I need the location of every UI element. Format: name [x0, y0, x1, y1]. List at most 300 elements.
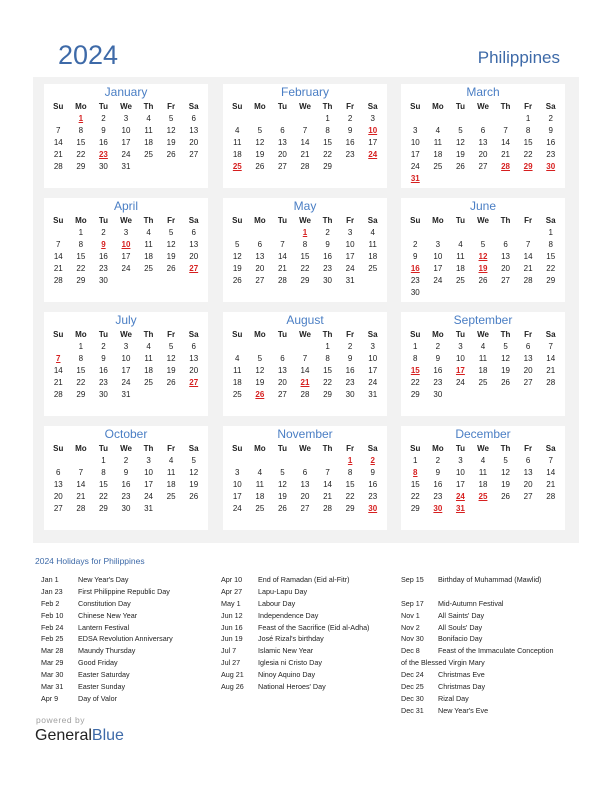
day-cell: 14 — [277, 252, 287, 261]
weekday-label: Th — [143, 330, 154, 339]
holiday-item — [41, 657, 173, 669]
day-cell: 22 — [410, 378, 420, 387]
weekday-label: Tu — [455, 216, 466, 225]
holiday-item — [401, 705, 553, 717]
day-cell: 15 — [76, 138, 86, 147]
day-cell: 14 — [501, 138, 511, 147]
day-cell: 4 — [168, 456, 174, 465]
day-cell: 1 — [78, 228, 84, 237]
day-cell: 30 — [98, 276, 108, 285]
day-cell: 14 — [546, 354, 556, 363]
day-cell: 22 — [76, 150, 86, 159]
day-cell: 18 — [433, 150, 443, 159]
day-cell: 2 — [101, 114, 106, 123]
day-cell: 3 — [146, 456, 151, 465]
day-cell: 21 — [53, 378, 63, 387]
day-cell: 20 — [189, 252, 199, 261]
day-cell: 9 — [370, 468, 375, 477]
empty-cell — [472, 227, 495, 239]
day-cell: 28 — [546, 492, 556, 501]
month-title: January — [104, 85, 148, 99]
holiday-item — [401, 633, 553, 645]
day-cell: 28 — [53, 162, 63, 171]
weekday-label: We — [120, 102, 132, 111]
holiday-item — [401, 610, 553, 622]
day-cell: 15 — [523, 138, 533, 147]
weekday-label: Tu — [455, 330, 466, 339]
day-cell: 22 — [323, 150, 333, 159]
day-cell: 9 — [435, 468, 441, 477]
holiday-date: Nov 30 — [401, 634, 424, 644]
weekday-label: Tu — [98, 330, 109, 339]
holiday-name: Islamic New Year — [258, 646, 314, 656]
day-cell: 13 — [53, 480, 63, 489]
day-cell: 4 — [146, 342, 151, 351]
holiday-item — [41, 586, 173, 598]
day-cell: 25 — [368, 264, 378, 273]
day-cell: 6 — [525, 456, 531, 465]
holiday-name: Day of Valor — [78, 693, 118, 703]
powered-by: powered by — [36, 715, 85, 725]
day-cell: 11 — [233, 138, 242, 147]
day-cell: 14 — [546, 468, 556, 477]
day-cell: 3 — [458, 456, 463, 465]
day-cell: 13 — [255, 252, 265, 261]
day-cell: 8 — [78, 126, 84, 135]
day-cell: 26 — [277, 504, 287, 513]
day-cell: 12 — [166, 240, 176, 249]
day-cell: 6 — [257, 240, 263, 249]
day-cell: 27 — [189, 150, 199, 159]
holiday-day-cell: 30 — [546, 162, 556, 171]
day-cell: 9 — [101, 126, 106, 135]
day-cell: 23 — [121, 492, 131, 501]
day-cell: 23 — [368, 492, 378, 501]
empty-cell — [249, 455, 272, 467]
day-cell: 6 — [191, 342, 196, 351]
day-cell: 7 — [302, 126, 308, 135]
day-cell: 15 — [546, 252, 556, 261]
day-cell: 13 — [277, 138, 287, 147]
day-cell: 25 — [144, 378, 154, 387]
day-cell: 25 — [455, 276, 465, 285]
day-cell: 25 — [433, 162, 443, 171]
day-cell: 6 — [525, 342, 531, 351]
empty-cell — [517, 227, 540, 239]
day-cell: 5 — [480, 240, 486, 249]
holiday-name: All Saints' Day — [438, 610, 485, 620]
weekday-label: Sa — [367, 330, 378, 339]
day-cell: 19 — [166, 252, 176, 261]
holiday-item — [41, 669, 173, 681]
weekday-label: We — [477, 444, 489, 453]
day-cell: 1 — [101, 456, 106, 465]
empty-cell — [47, 455, 70, 467]
day-cell: 28 — [53, 276, 63, 285]
day-cell: 13 — [523, 468, 533, 477]
holiday-day-cell: 23 — [98, 150, 108, 159]
weekday-label: Th — [322, 444, 333, 453]
day-cell: 4 — [458, 240, 463, 249]
day-cell: 15 — [76, 252, 86, 261]
empty-cell — [294, 455, 317, 467]
month-title: November — [277, 427, 333, 441]
day-cell: 18 — [478, 366, 488, 375]
month-grid — [47, 215, 205, 287]
day-cell: 3 — [123, 342, 129, 351]
holiday-column — [401, 574, 553, 717]
holiday-item — [221, 610, 369, 622]
day-cell: 3 — [123, 114, 129, 123]
holiday-date: Aug 26 — [221, 682, 244, 692]
holiday-date: Jun 19 — [221, 634, 243, 644]
holiday-day-cell: 25 — [478, 492, 488, 501]
empty-cell — [294, 113, 317, 125]
day-cell: 15 — [345, 480, 355, 489]
day-cell: 16 — [546, 138, 556, 147]
day-cell: 7 — [548, 456, 553, 465]
weekday-label: We — [299, 216, 311, 225]
day-cell: 16 — [345, 366, 355, 375]
holiday-date: Mar 29 — [41, 658, 64, 668]
day-cell: 23 — [323, 264, 333, 273]
weekday-label: Tu — [98, 216, 109, 225]
day-cell: 30 — [323, 276, 333, 285]
day-cell: 30 — [121, 504, 131, 513]
empty-cell — [70, 455, 93, 467]
holiday-day-cell: 26 — [255, 390, 265, 399]
day-cell: 4 — [146, 114, 151, 123]
day-cell: 23 — [433, 492, 443, 501]
weekday-label: Su — [410, 444, 421, 453]
empty-cell — [271, 341, 294, 353]
day-cell: 17 — [410, 150, 420, 159]
day-cell: 17 — [368, 138, 378, 147]
holiday-day-cell: 27 — [189, 378, 199, 387]
day-cell: 3 — [413, 126, 418, 135]
day-cell: 21 — [323, 492, 333, 501]
holiday-item — [401, 574, 553, 586]
day-cell: 20 — [523, 366, 533, 375]
holiday-name: Rizal Day — [438, 693, 469, 703]
holiday-name: EDSA Revolution Anniversary — [78, 634, 173, 644]
weekday-label: Sa — [545, 330, 556, 339]
day-cell: 17 — [121, 366, 131, 375]
empty-cell — [494, 113, 517, 125]
holiday-item — [401, 586, 553, 598]
day-cell: 18 — [368, 252, 378, 261]
weekday-label: Fr — [346, 330, 355, 339]
day-cell: 23 — [410, 276, 420, 285]
day-cell: 4 — [480, 342, 486, 351]
day-cell: 21 — [546, 480, 556, 489]
holiday-name: Lapu-Lapu Day — [258, 586, 308, 596]
day-cell: 16 — [368, 480, 378, 489]
holiday-name: Independence Day — [258, 610, 319, 620]
day-cell: 18 — [166, 480, 176, 489]
day-cell: 26 — [255, 162, 265, 171]
day-cell: 18 — [144, 366, 154, 375]
holiday-name: Christmas Eve — [438, 670, 485, 680]
day-cell: 3 — [370, 342, 375, 351]
day-cell: 28 — [53, 390, 63, 399]
day-cell: 22 — [410, 492, 420, 501]
empty-cell — [47, 113, 70, 125]
day-cell: 9 — [548, 126, 553, 135]
holiday-item — [41, 610, 173, 622]
day-cell: 10 — [368, 354, 378, 363]
month-august — [223, 312, 387, 416]
day-cell: 14 — [323, 480, 333, 489]
month-title: August — [286, 313, 324, 327]
holiday-date: Dec 30 — [401, 693, 424, 703]
month-title: October — [104, 427, 148, 441]
holiday-name: Christmas Day — [438, 682, 486, 692]
day-cell: 22 — [76, 264, 86, 273]
weekday-label: Su — [232, 216, 243, 225]
day-cell: 7 — [56, 240, 61, 249]
day-cell: 19 — [189, 480, 199, 489]
weekday-label: Tu — [277, 102, 288, 111]
weekday-label: Sa — [188, 216, 199, 225]
day-cell: 22 — [76, 378, 86, 387]
weekday-label: We — [477, 216, 489, 225]
day-cell: 31 — [121, 390, 131, 399]
day-cell: 11 — [255, 480, 264, 489]
weekday-label: Sa — [367, 444, 378, 453]
holiday-item — [401, 645, 553, 657]
day-cell: 4 — [370, 228, 375, 237]
day-cell: 9 — [347, 354, 353, 363]
day-cell: 29 — [300, 276, 310, 285]
day-cell: 14 — [53, 138, 63, 147]
day-cell: 10 — [144, 468, 154, 477]
weekday-label: We — [120, 330, 132, 339]
holiday-name: New Year's Eve — [438, 705, 489, 715]
day-cell: 2 — [325, 228, 330, 237]
holiday-day-cell: 30 — [433, 504, 443, 513]
day-cell: 22 — [98, 492, 108, 501]
day-cell: 16 — [98, 366, 108, 375]
holiday-name: José Rizal's birthday — [258, 634, 324, 644]
day-cell: 19 — [501, 366, 511, 375]
day-cell: 27 — [501, 276, 511, 285]
holiday-name: Maundy Thursday — [78, 646, 136, 656]
month-grid — [47, 329, 205, 401]
day-cell: 20 — [501, 264, 511, 273]
day-cell: 17 — [368, 366, 378, 375]
day-cell: 7 — [78, 468, 84, 477]
day-cell: 31 — [144, 504, 154, 513]
day-cell: 6 — [480, 126, 486, 135]
day-cell: 21 — [53, 264, 63, 273]
day-cell: 8 — [413, 354, 418, 363]
brand-logo[interactable] — [35, 727, 124, 745]
holiday-day-cell: 16 — [410, 264, 420, 273]
day-cell: 16 — [323, 252, 333, 261]
weekday-label: We — [477, 330, 489, 339]
day-cell: 28 — [323, 504, 333, 513]
day-cell: 10 — [455, 354, 465, 363]
day-cell: 24 — [144, 492, 154, 501]
weekday-label: Th — [143, 102, 154, 111]
holiday-item — [221, 645, 369, 657]
day-cell: 26 — [232, 276, 242, 285]
day-cell: 29 — [345, 504, 355, 513]
holiday-name: Easter Sunday — [78, 682, 126, 692]
day-cell: 28 — [277, 276, 287, 285]
empty-cell — [427, 227, 450, 239]
weekday-label: Mo — [254, 330, 266, 339]
day-cell: 28 — [300, 162, 310, 171]
day-cell: 8 — [78, 240, 84, 249]
day-cell: 24 — [455, 378, 465, 387]
day-cell: 21 — [277, 264, 287, 273]
day-cell: 21 — [546, 366, 556, 375]
day-cell: 27 — [478, 162, 488, 171]
day-cell: 26 — [501, 492, 511, 501]
day-cell: 20 — [189, 138, 199, 147]
holiday-date: Dec 25 — [401, 682, 424, 692]
day-cell: 20 — [523, 480, 533, 489]
day-cell: 17 — [121, 252, 131, 261]
day-cell: 31 — [368, 390, 378, 399]
day-cell: 9 — [347, 126, 353, 135]
holiday-item — [41, 633, 173, 645]
empty-cell — [226, 113, 249, 125]
day-cell: 14 — [53, 252, 63, 261]
day-cell: 29 — [546, 276, 556, 285]
day-cell: 5 — [235, 240, 240, 249]
month-grid — [404, 101, 562, 185]
day-cell: 16 — [121, 480, 131, 489]
day-cell: 2 — [101, 342, 106, 351]
day-cell: 10 — [121, 126, 131, 135]
day-cell: 12 — [255, 138, 265, 147]
holiday-day-cell: 24 — [455, 492, 465, 501]
day-cell: 10 — [345, 240, 355, 249]
empty-cell — [271, 227, 294, 239]
holiday-item — [41, 574, 173, 586]
holiday-item — [221, 598, 369, 610]
day-cell: 23 — [98, 378, 108, 387]
month-grid — [226, 215, 384, 287]
day-cell: 24 — [232, 504, 242, 513]
holiday-name: Bonifacio Day — [438, 634, 483, 644]
day-cell: 16 — [98, 138, 108, 147]
day-cell: 8 — [347, 468, 353, 477]
holiday-name: End of Ramadan (Eid al-Fitr) — [258, 575, 350, 584]
brand-blue: Blue — [91, 727, 124, 744]
day-cell: 30 — [98, 162, 108, 171]
empty-cell — [249, 227, 272, 239]
day-cell: 25 — [478, 378, 488, 387]
day-cell: 5 — [257, 354, 263, 363]
day-cell: 5 — [168, 342, 174, 351]
holiday-name: Good Friday — [78, 658, 118, 668]
country-title: Philippines — [477, 48, 560, 67]
day-cell: 21 — [501, 150, 511, 159]
holiday-date: Dec 24 — [401, 670, 424, 680]
day-cell: 23 — [98, 264, 108, 273]
weekday-label: Th — [500, 444, 511, 453]
weekday-label: Fr — [524, 330, 533, 339]
holiday-item — [41, 622, 173, 634]
month-title: May — [293, 199, 317, 213]
day-cell: 29 — [410, 504, 420, 513]
weekday-label: Su — [53, 216, 64, 225]
day-cell: 29 — [323, 390, 333, 399]
holiday-day-cell: 29 — [523, 162, 533, 171]
holiday-item — [221, 586, 369, 598]
empty-cell — [427, 113, 450, 125]
day-cell: 6 — [191, 114, 196, 123]
day-cell: 11 — [478, 354, 488, 363]
day-cell: 5 — [168, 114, 174, 123]
day-cell: 12 — [166, 354, 176, 363]
holiday-date: Apr 9 — [41, 693, 59, 703]
holiday-name: Constitution Day — [78, 598, 131, 608]
day-cell: 20 — [189, 366, 199, 375]
day-cell: 8 — [78, 354, 84, 363]
day-cell: 2 — [123, 456, 129, 465]
day-cell: 26 — [455, 162, 465, 171]
day-cell: 4 — [257, 468, 263, 477]
holiday-name: Feast of the Immaculate Conception — [438, 646, 554, 656]
day-cell: 24 — [410, 162, 420, 171]
day-cell: 15 — [98, 480, 108, 489]
weekday-label: Mo — [432, 330, 444, 339]
weekday-label: Th — [322, 216, 333, 225]
weekday-label: Th — [143, 444, 154, 453]
day-cell: 12 — [455, 138, 465, 147]
month-april — [44, 198, 208, 302]
month-grid — [226, 329, 384, 401]
weekday-label: Fr — [524, 444, 533, 453]
weekday-label: Th — [322, 330, 333, 339]
day-cell: 7 — [280, 240, 285, 249]
day-cell: 6 — [302, 468, 308, 477]
weekday-label: Mo — [75, 330, 87, 339]
month-grid — [404, 443, 562, 515]
day-cell: 11 — [368, 240, 377, 249]
holiday-name: Mid-Autumn Festival — [438, 598, 504, 608]
holiday-item — [221, 633, 369, 645]
day-cell: 26 — [478, 276, 488, 285]
day-cell: 30 — [410, 288, 420, 297]
weekday-label: Th — [500, 102, 511, 111]
empty-cell — [47, 341, 70, 353]
day-cell: 3 — [458, 342, 463, 351]
day-cell: 29 — [76, 390, 86, 399]
day-cell: 7 — [503, 126, 508, 135]
day-cell: 13 — [501, 252, 511, 261]
day-cell: 27 — [53, 504, 63, 513]
weekday-label: Su — [53, 444, 64, 453]
day-cell: 10 — [232, 480, 242, 489]
weekday-label: Su — [232, 330, 243, 339]
weekday-label: Fr — [167, 102, 176, 111]
weekday-label: Th — [143, 216, 154, 225]
day-cell: 12 — [166, 126, 176, 135]
day-cell: 13 — [277, 366, 287, 375]
day-cell: 31 — [121, 162, 131, 171]
day-cell: 3 — [370, 114, 375, 123]
weekday-label: Sa — [188, 444, 199, 453]
day-cell: 29 — [76, 276, 86, 285]
weekday-label: We — [299, 330, 311, 339]
holiday-day-cell: 2 — [370, 456, 375, 465]
